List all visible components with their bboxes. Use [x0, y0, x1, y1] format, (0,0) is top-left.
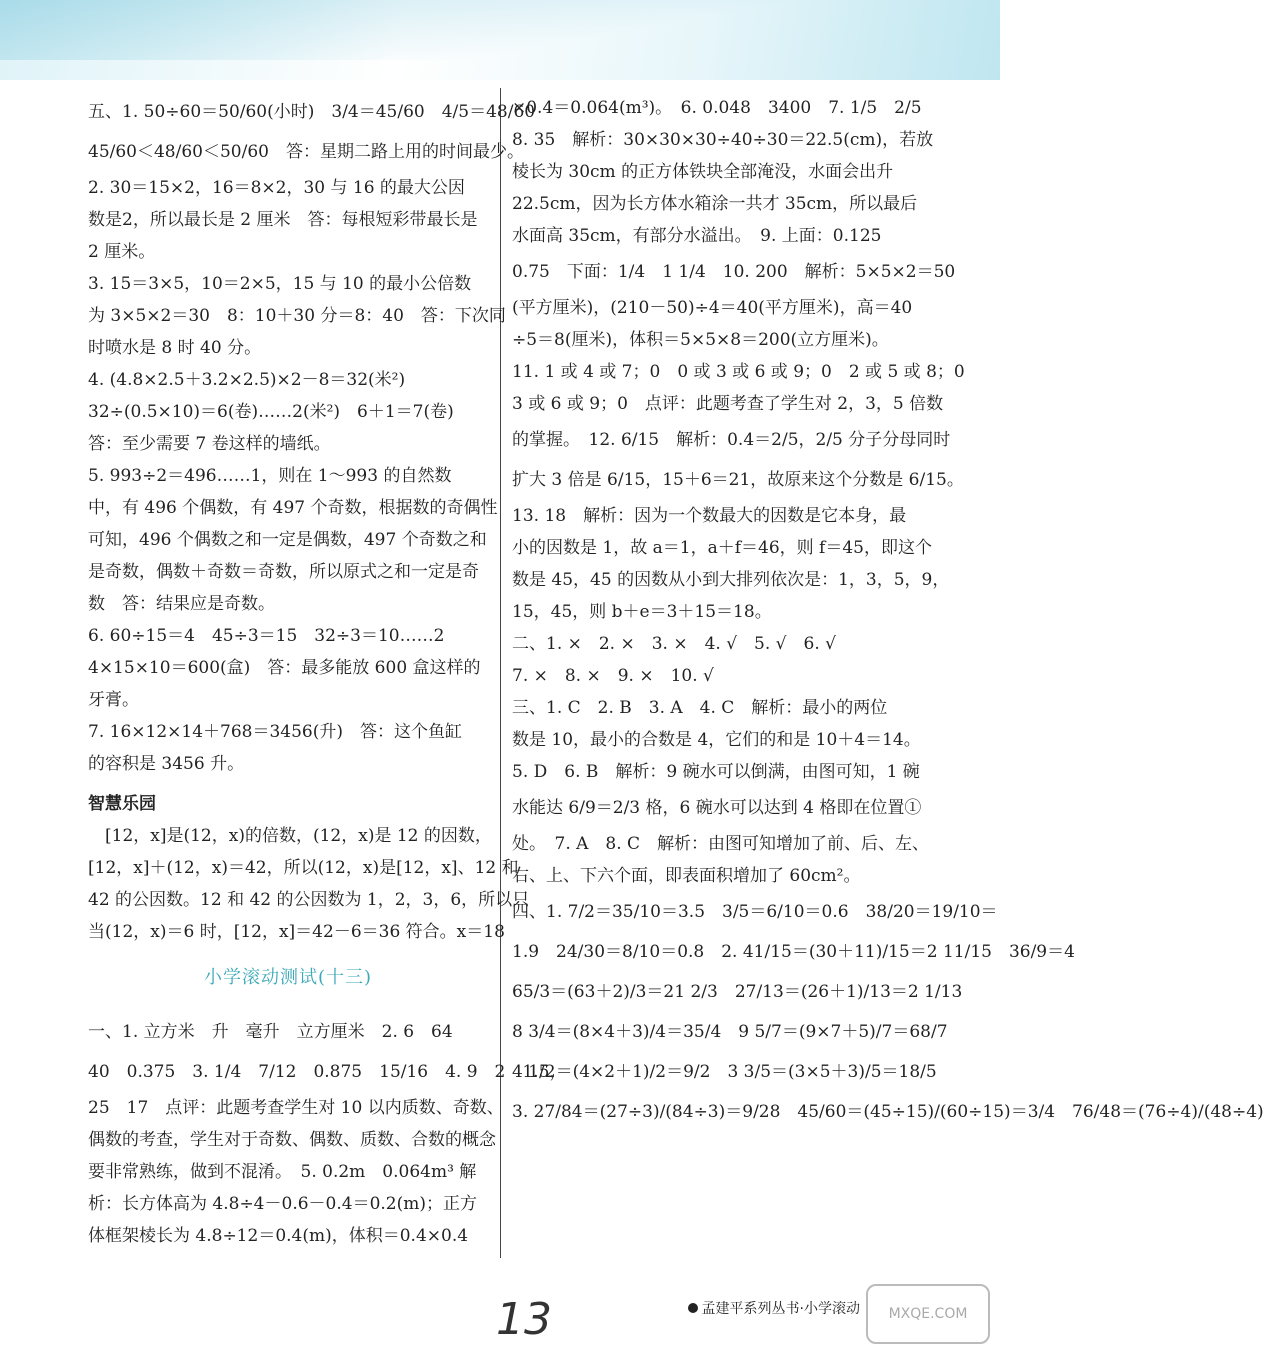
text-line: 13. 18 解析：因为一个数最大的因数是它本身，最	[512, 506, 907, 526]
text-line: 7. 16×12×14＋768＝3456(升) 答：这个鱼缸	[88, 722, 462, 742]
section-heading: 智慧乐园	[88, 794, 156, 814]
text-line: (平方厘米)，(210－50)÷4＝40(平方厘米)，高＝40	[512, 298, 913, 318]
text-line: 22.5cm，因为长方体水箱涂一共才 35cm，所以最后	[512, 194, 918, 214]
text-line: 数是 10，最小的合数是 4，它们的和是 10＋4＝14。	[512, 730, 921, 750]
right-column	[512, 92, 1264, 1132]
text-line: 7. × 8. × 9. × 10. √	[512, 666, 714, 686]
text-line: 4. (4.8×2.5＋3.2×2.5)×2－8＝32(米²)	[88, 370, 406, 390]
text-line: 五、1. 50÷60＝50/60(小时) 3/4＝45/60 4/5＝48/60	[88, 102, 536, 122]
text-line: 数是2，所以最长是 2 厘米 答：每根短彩带最长是	[88, 210, 478, 230]
text-line: 45/60＜48/60＜50/60 答：星期二路上用的时间最少。	[88, 142, 524, 162]
text-line: 的掌握。 12. 6/15 解析：0.4＝2/5，2/5 分子分母同时	[512, 430, 951, 450]
text-line: 32÷(0.5×10)＝6(卷)……2(米²) 6＋1＝7(卷)	[88, 402, 454, 422]
text-line: 1.9 24/30＝8/10＝0.8 2. 41/15＝(30＋11)/15＝2 11/15 36/9＝4	[512, 942, 1075, 962]
text-line: 四、1. 7/2＝35/10＝3.5 3/5＝6/10＝0.6 38/20＝19/10＝	[512, 902, 998, 922]
text-line: 偶数的考查，学生对于奇数、偶数、质数、合数的概念	[88, 1130, 496, 1150]
text-line: 二、1. × 2. × 3. × 4. √ 5. √ 6. √	[512, 634, 836, 654]
text-line: 三、1. C 2. B 3. A 4. C 解析：最小的两位	[512, 698, 888, 718]
text-line: [12，x]＋(12，x)＝42，所以(12，x)是[12，x]、12 和	[88, 858, 519, 878]
text-line: 小的因数是 1，故 a＝1，a＋f＝46，则 f＝45，即这个	[512, 538, 932, 558]
watermark-logo: MXQE.COM	[866, 1284, 990, 1344]
text-line: 11. 1 或 4 或 7；0 0 或 3 或 6 或 9；0 2 或 5 或 8；0	[512, 362, 965, 382]
page-number: 13	[496, 1294, 552, 1345]
series-label: 孟建平系列丛书·小学滚动	[701, 1301, 860, 1317]
text-line: 棱长为 30cm 的正方体铁块全部淹没，水面会出升	[512, 162, 894, 182]
text-line: 5. 993÷2＝496……1，则在 1～993 的自然数	[88, 466, 452, 486]
text-line: 3. 27/84＝(27÷3)/(84÷3)＝9/28 45/60＝(45÷15)/(60÷15)＝3/4 76/48＝(76÷4)/(48÷4)	[512, 1102, 1264, 1122]
text-line: 40 0.375 3. 1/4 7/12 0.875 15/16 4. 9 2 1.5，	[88, 1062, 567, 1082]
text-line: 当(12，x)＝6 时，[12，x]＝42－6＝36 符合。x＝18	[88, 922, 505, 942]
text-line: 3. 15＝3×5，10＝2×5，15 与 10 的最小公倍数	[88, 274, 472, 294]
test-title: 小学滚动测试(十三)	[203, 967, 373, 988]
column-divider	[500, 88, 501, 1258]
text-line: 中，有 496 个偶数，有 497 个奇数，根据数的奇偶性	[88, 498, 498, 518]
text-line: 的容积是 3456 升。	[88, 754, 245, 774]
text-line: 析：长方体高为 4.8÷4－0.6－0.4＝0.2(m)；正方	[88, 1194, 477, 1214]
text-line: 25 17 点评：此题考查学生对 10 以内质数、奇数、	[88, 1098, 504, 1118]
text-line: 时喷水是 8 时 40 分。	[88, 338, 262, 358]
text-line: 答：至少需要 7 卷这样的墙纸。	[88, 434, 331, 454]
text-line: 4 1/2＝(4×2＋1)/2＝9/2 3 3/5＝(3×5＋3)/5＝18/5	[512, 1062, 937, 1082]
text-line: 牙膏。	[88, 690, 139, 710]
text-line: 8. 35 解析：30×30×30÷40÷30＝22.5(cm)，若放	[512, 130, 934, 150]
text-line: 水能达 6/9＝2/3 格，6 碗水可以达到 4 格即在位置①	[512, 798, 922, 818]
text-line: 水面高 35cm，有部分水溢出。 9. 上面：0.125	[512, 226, 882, 246]
text-line: ×0.4＝0.064(m³)。 6. 0.048 3400 7. 1/5 2/5	[512, 98, 922, 118]
text-line: 42 的公因数。12 和 42 的公因数为 1，2，3，6，所以只	[88, 890, 530, 910]
series-footer	[688, 1298, 860, 1318]
text-line: 处。 7. A 8. C 解析：由图可知增加了前、后、左、	[512, 834, 930, 854]
text-line: 15，45，则 b＋e＝3＋15＝18。	[512, 602, 772, 622]
bullet-icon	[688, 1303, 698, 1313]
text-line: 2 厘米。	[88, 242, 156, 262]
text-line: 3 或 6 或 9；0 点评：此题考查了学生对 2，3，5 倍数	[512, 394, 944, 414]
text-line: 扩大 3 倍是 6/15，15＋6＝21，故原来这个分数是 6/15。	[512, 470, 964, 490]
text-line: [12，x]是(12，x)的倍数，(12，x)是 12 的因数，	[88, 826, 492, 846]
text-line: 数是 45，45 的因数从小到大排列依次是：1，3，5，9，	[512, 570, 950, 590]
text-line: 4×15×10＝600(盒) 答：最多能放 600 盒这样的	[88, 658, 481, 678]
text-line: 数 答：结果应是奇数。	[88, 594, 275, 614]
text-line: 2. 30＝15×2，16＝8×2，30 与 16 的最大公因	[88, 178, 465, 198]
text-line: 体框架棱长为 4.8÷12＝0.4(m)，体积＝0.4×0.4	[88, 1226, 469, 1246]
text-line: 一、1. 立方米 升 毫升 立方厘米 2. 6 64	[88, 1022, 453, 1042]
text-line: 为 3×5×2＝30 8：10＋30 分＝8：40 答：下次同	[88, 306, 506, 326]
text-line: 6. 60÷15＝4 45÷3＝15 32÷3＝10……2	[88, 626, 445, 646]
text-line: 要非常熟练，做到不混淆。 5. 0.2m 0.064m³ 解	[88, 1162, 477, 1182]
text-line: 65/3＝(63＋2)/3＝21 2/3 27/13＝(26＋1)/13＝2 1/13	[512, 982, 963, 1002]
text-line: 8 3/4＝(8×4＋3)/4＝35/4 9 5/7＝(9×7＋5)/7＝68/7	[512, 1022, 948, 1042]
text-line: 0.75 下面：1/4 1 1/4 10. 200 解析：5×5×2＝50	[512, 262, 956, 282]
text-line: 可知，496 个偶数之和一定是偶数，497 个奇数之和	[88, 530, 487, 550]
top-decoration-wave	[0, 0, 1000, 60]
left-column	[88, 92, 567, 1252]
text-line: 右、上、下六个面，即表面积增加了 60cm²。	[512, 866, 861, 886]
text-line: ÷5＝8(厘米)，体积＝5×5×8＝200(立方厘米)。	[512, 330, 889, 350]
text-line: 是奇数，偶数＋奇数＝奇数，所以原式之和一定是奇	[88, 562, 479, 582]
text-line: 5. D 6. B 解析：9 碗水可以倒满，由图可知，1 碗	[512, 762, 920, 782]
